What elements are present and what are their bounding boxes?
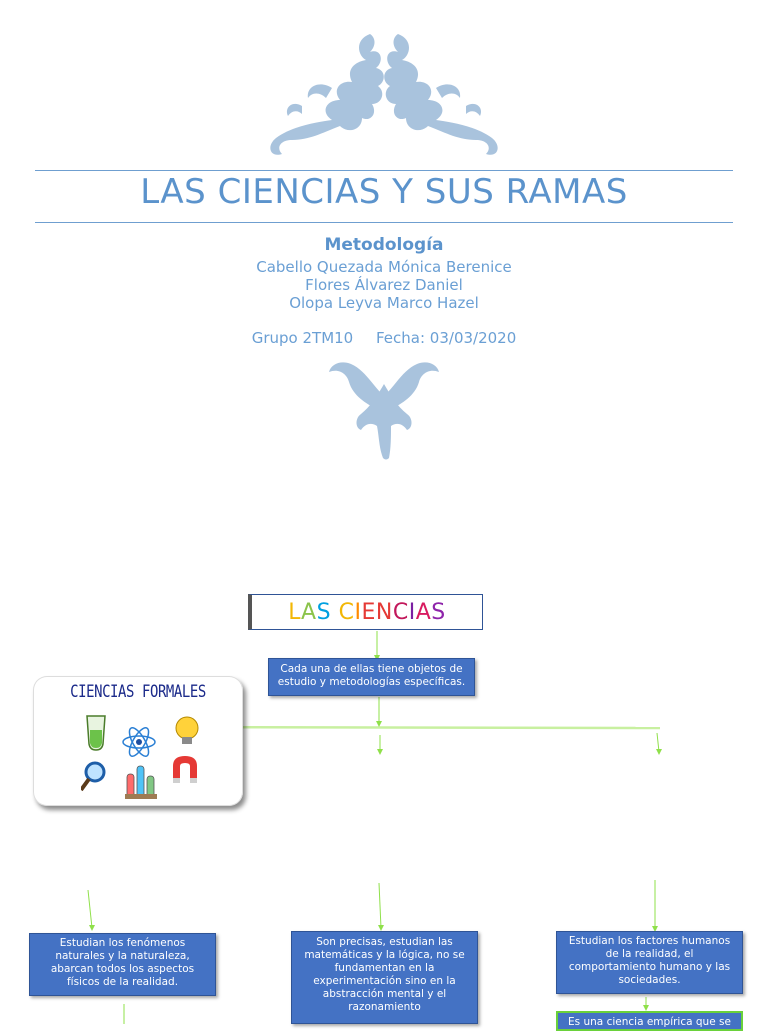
group-date-line <box>0 329 768 347</box>
root-title-letter: C <box>338 599 355 625</box>
natural-sciences-node: Estudian los fenómenos naturales y la naturaleza, abarcan todos los aspectos físicos de la realidad. <box>29 933 216 996</box>
root-title-letter: I <box>408 599 416 625</box>
root-title-letter: N <box>375 599 393 625</box>
magnifier-icon <box>81 763 104 790</box>
top-ornament-icon <box>262 30 506 162</box>
root-title-letter: A <box>301 599 317 625</box>
title-rule-bottom <box>35 222 733 223</box>
fleur-ornament-icon <box>325 356 443 460</box>
root-title-letter: S <box>431 599 446 625</box>
author-line: Olopa Leyva Marco Hazel <box>289 294 479 312</box>
author-line: Cabello Quezada Mónica Berenice <box>256 258 512 276</box>
root-title-letter: E <box>361 599 376 625</box>
root-title-letter: L <box>288 599 302 625</box>
lightbulb-icon <box>176 717 198 744</box>
subject-subtitle: Metodología <box>324 235 444 255</box>
empirical-science-node: Es una ciencia empírica que se <box>556 1011 743 1031</box>
beaker-icon <box>87 716 105 750</box>
root-title-letter: A <box>415 599 432 625</box>
root-title-letter: C <box>392 599 409 625</box>
root-node-las-ciencias <box>248 594 483 630</box>
page-title: LAS CIENCIAS Y SUS RAMAS <box>140 172 628 212</box>
root-title-letter: S <box>316 599 332 625</box>
ciencias-formales-card <box>33 676 243 806</box>
card-title: CIENCIAS FORMALES <box>70 682 206 702</box>
author-line: Flores Álvarez Daniel <box>305 276 463 294</box>
root-title-letter: I <box>354 599 362 625</box>
group-label: Grupo 2TM10 <box>251 329 354 347</box>
social-sciences-node: Estudian los factores humanos de la realidad, el comportamiento humano y las sociedades. <box>556 931 743 994</box>
test-tubes-icon <box>125 766 157 799</box>
intro-node: Cada una de ellas tiene objetos de estudio y metodologías específicas. <box>268 658 475 696</box>
magnet-icon <box>173 756 197 783</box>
root-title-letter <box>331 600 339 625</box>
formal-sciences-node: Son precisas, estudian las matemáticas y la lógica, no se fundamentan en la experimentación sino en la abstracción mental y el razonamiento <box>291 931 478 1024</box>
date-label: Fecha: 03/03/2020 <box>376 329 517 347</box>
atom-icon <box>123 725 155 759</box>
science-icons-illustration <box>81 708 211 800</box>
title-rule-top <box>35 170 733 171</box>
